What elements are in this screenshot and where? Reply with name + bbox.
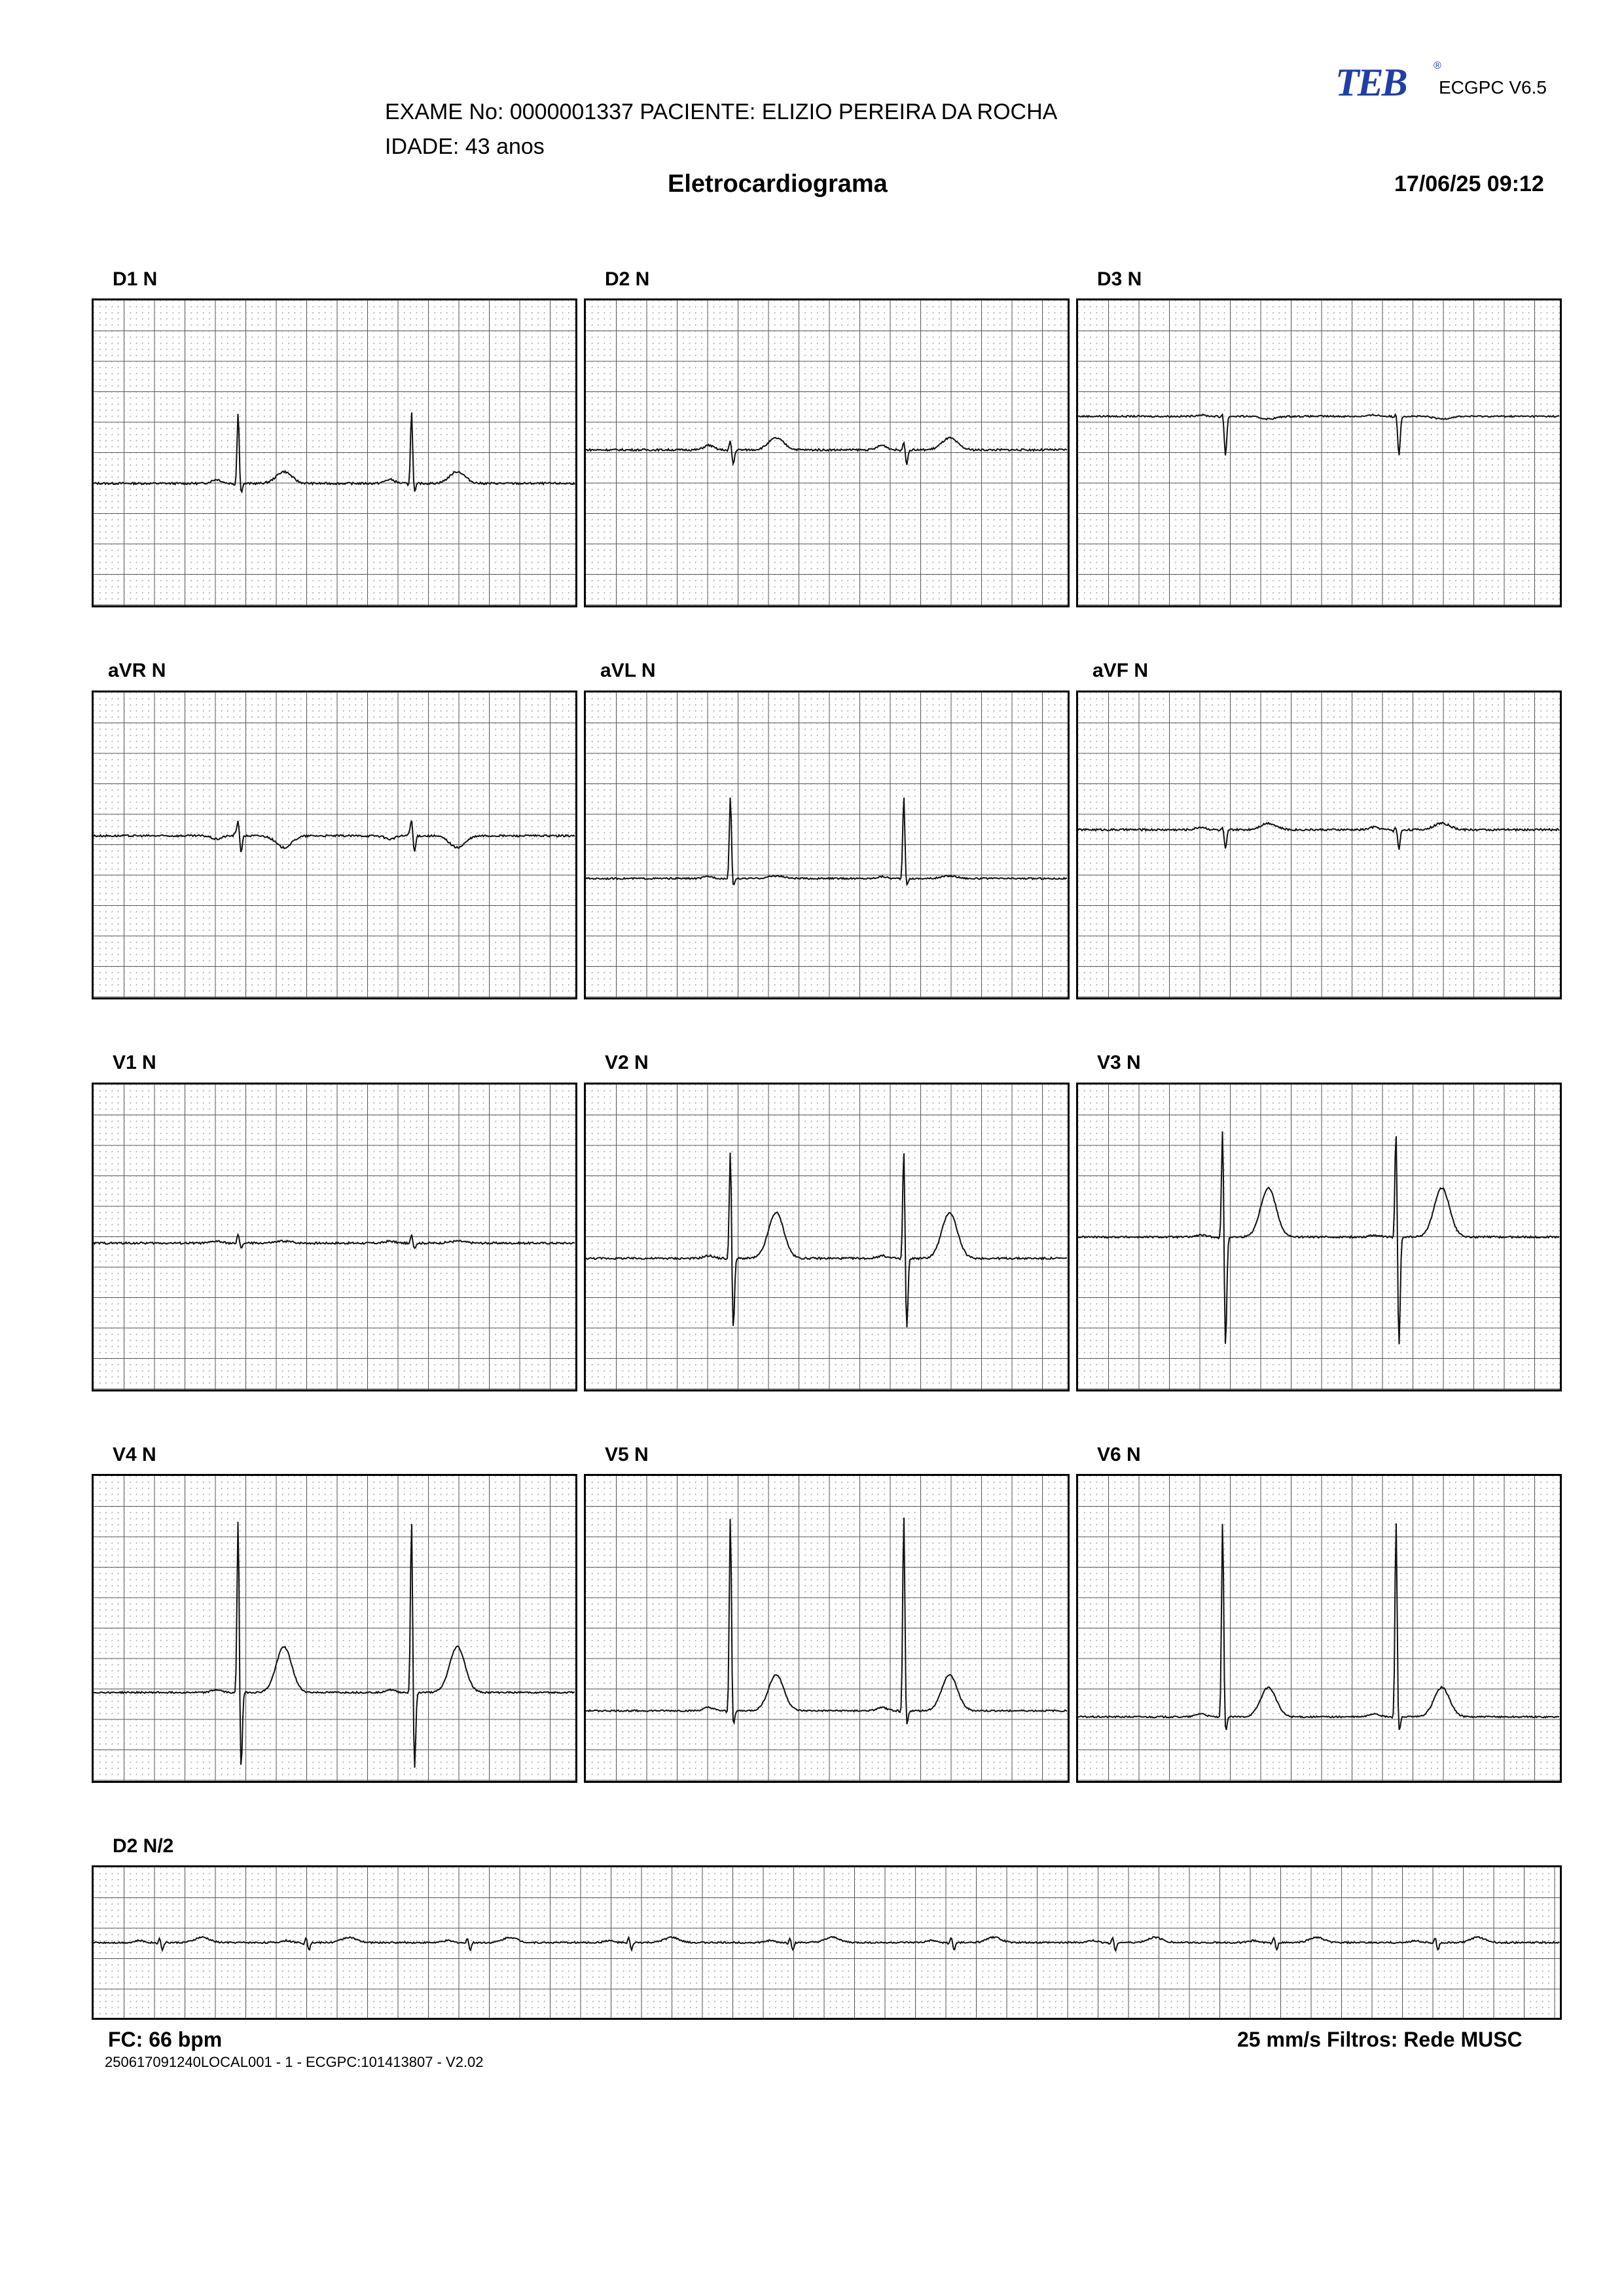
ecg-panel-v4: [92, 1474, 577, 1783]
patient-age: IDADE: 43 anos: [385, 134, 545, 159]
ecg-grid-trace: [1078, 1085, 1560, 1390]
ecg-trace: [586, 1153, 1067, 1327]
software-version: ECGPC V6.5: [1439, 77, 1547, 98]
exam-datetime: 17/06/25 09:12: [1394, 171, 1544, 196]
ecg-trace: [94, 1937, 1560, 1950]
ecg-panel-avr: [92, 691, 577, 999]
ecg-grid-trace: [1078, 300, 1560, 605]
lead-label-v4: V4 N: [113, 1444, 156, 1465]
ecg-trace: [1078, 823, 1559, 850]
ecg-grid-trace: [1078, 692, 1560, 997]
ecg-panel-d3: [1076, 298, 1562, 607]
ecg-trace: [586, 437, 1067, 465]
exam-patient-line: EXAME No: 0000001337 PACIENTE: ELIZIO PEREIRA DA ROCHA: [385, 99, 1058, 124]
ecg-grid-trace: [94, 1867, 1560, 2018]
lead-label-avr: aVR N: [108, 660, 166, 681]
ecg-trace: [586, 798, 1067, 885]
ecg-trace: [94, 821, 575, 852]
ecg-trace: [1078, 414, 1559, 456]
ecg-panel-d1: [92, 298, 577, 607]
ecg-panel-v5: [584, 1474, 1070, 1783]
ecg-trace: [1078, 1132, 1559, 1344]
paper-speed-filters: 25 mm/s Filtros: Rede MUSC: [1237, 2028, 1523, 2051]
ecg-trace: [1078, 1524, 1559, 1731]
ecg-panel-avl: [584, 691, 1070, 999]
lead-label-avl: aVL N: [600, 660, 656, 681]
ecg-panel-avf: [1076, 691, 1562, 999]
heart-rate: FC: 66 bpm: [108, 2028, 223, 2051]
ecg-grid-trace: [586, 300, 1068, 605]
lead-label-v3: V3 N: [1097, 1052, 1141, 1073]
ecg-grid-trace: [1078, 1476, 1560, 1781]
lead-label-avf: aVF N: [1092, 660, 1149, 681]
ecg-panel-rhythm: [92, 1865, 1562, 2020]
lead-label-d2: D2 N: [605, 268, 650, 290]
ecg-grid-trace: [586, 1476, 1068, 1781]
ecg-panel-v1: [92, 1083, 577, 1391]
ecg-panel-v6: [1076, 1474, 1562, 1783]
ecg-grid-trace: [94, 1476, 575, 1781]
teb-logo: [1335, 60, 1441, 104]
lead-label-v2: V2 N: [605, 1052, 649, 1073]
ecg-grid-trace: [94, 300, 575, 605]
lead-label-rhythm: D2 N/2: [113, 1835, 174, 1857]
lead-label-v6: V6 N: [1097, 1444, 1141, 1465]
logo-text: TEB: [1335, 61, 1406, 104]
lead-label-v1: V1 N: [113, 1052, 156, 1073]
ecg-grid-trace: [94, 692, 575, 997]
ecg-grid-trace: [586, 692, 1068, 997]
registered-mark: ®: [1434, 60, 1441, 71]
ecg-trace: [94, 412, 575, 492]
ecg-trace: [586, 1518, 1067, 1724]
lead-label-d3: D3 N: [1097, 268, 1142, 290]
ecg-grid-trace: [94, 1085, 575, 1390]
ecg-grid-trace: [586, 1085, 1068, 1390]
page-title: Eletrocardiograma: [668, 170, 888, 198]
record-id: 250617091240LOCAL001 - 1 - ECGPC:101413807 - V2.02: [105, 2054, 484, 2070]
ecg-panel-d2: [584, 298, 1070, 607]
ecg-trace: [94, 1522, 575, 1768]
lead-label-d1: D1 N: [113, 268, 158, 290]
lead-label-v5: V5 N: [605, 1444, 649, 1465]
ecg-panel-v2: [584, 1083, 1070, 1391]
ecg-panel-v3: [1076, 1083, 1562, 1391]
